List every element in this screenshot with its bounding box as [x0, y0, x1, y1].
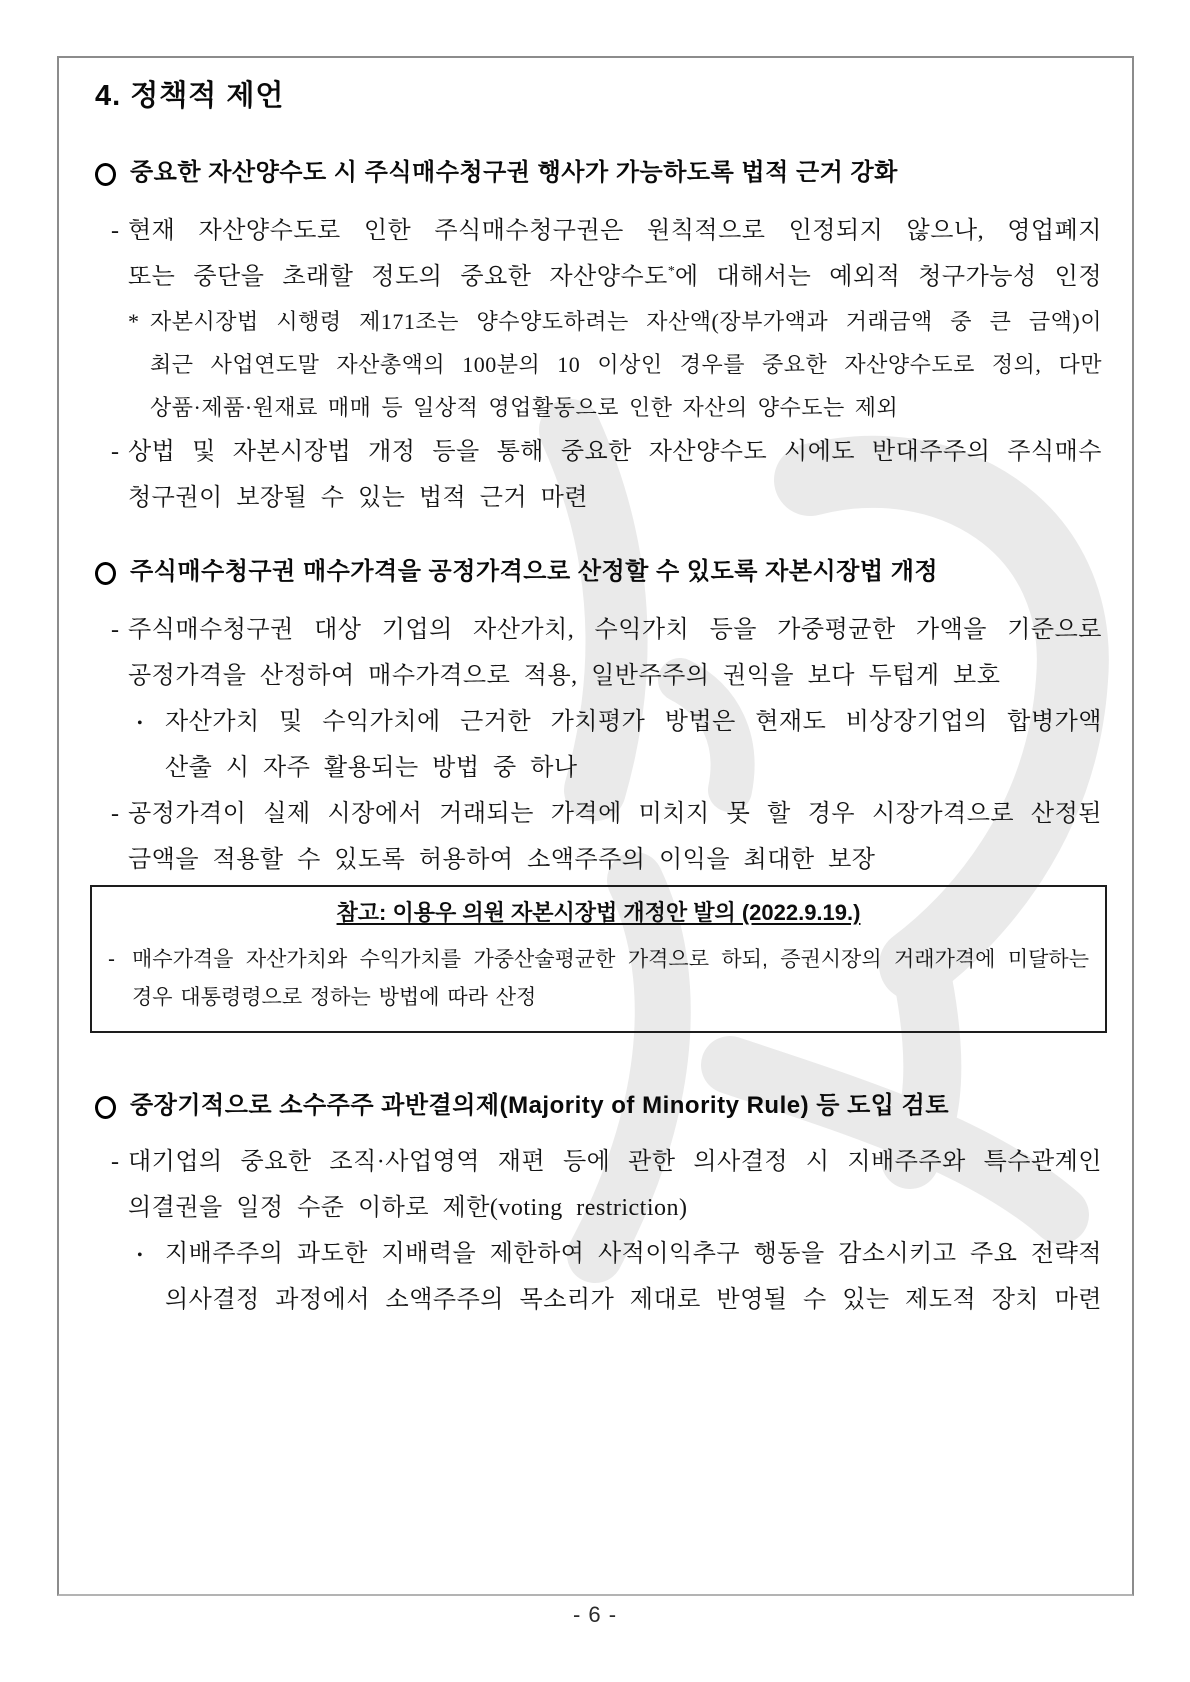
dot-bullet: •: [137, 715, 144, 732]
line-text: 주식매수청구권 대상 기업의 자산가치, 수익가치 등을 가중평균한 가액을 기준으로: [128, 617, 1102, 643]
line-text: 상품·제품·원재료 매매 등 일상적 영업활동으로 인한 자산의 양수도는 제외: [150, 395, 899, 420]
document-body: [95, 80, 1102, 1323]
footnote-star-icon: *: [667, 264, 675, 279]
section-1-heading-text: 중요한 자산양수도 시 주식매수청구권 행사가 가능하도록 법적 근거 강화: [130, 159, 898, 186]
line-text: 상법 및 자본시장법 개정 등을 통해 중요한 자산양수도 시에도 반대주주의 주식매수: [128, 439, 1102, 465]
dash-bullet: -: [111, 218, 120, 244]
line-text: 에 대해서는 예외적 청구가능성 인정: [674, 264, 1103, 290]
sub-list-item-line: [95, 1231, 1102, 1277]
footnote-line: [95, 343, 1102, 386]
line-text: 청구권이 보장될 수 있는 법적 근거 마련: [128, 485, 588, 511]
page-number: - 6 -: [572, 1602, 618, 1627]
line-text: 경우 대통령령으로 정하는 방법에 따라 산정: [132, 986, 537, 1009]
reference-box-line: [108, 941, 1089, 979]
list-item-line: [95, 791, 1102, 837]
circle-bullet-icon: [95, 562, 116, 585]
reference-box-title: 참고: 이용우 의원 자본시장법 개정안 발의 (2022.9.19.): [336, 900, 861, 925]
list-item-line: [95, 1139, 1102, 1185]
dash-bullet: -: [108, 948, 115, 971]
line-text: 최근 사업연도말 자산총액의 100분의 10 이상인 경우를 중요한 자산양수도로 정의, 다만: [150, 352, 1102, 377]
section-2-heading-text: 주식매수청구권 매수가격을 공정가격으로 산정할 수 있도록 자본시장법 개정: [130, 558, 939, 585]
line-text: 금액을 적용할 수 있도록 허용하여 소액주주의 이익을 최대한 보장: [128, 847, 876, 873]
section-3-heading-text: 중장기적으로 소수주주 과반결의제(Majority of Minority Rule) 등 도입 검토: [130, 1092, 950, 1119]
line-text: 또는 중단을 초래할 정도의 중요한 자산양수도: [128, 264, 668, 290]
line-text: 지배주주의 과도한 지배력을 제한하여 사적이익추구 행동을 감소시키고 주요 전략적: [165, 1241, 1102, 1267]
section-3-heading: [95, 1091, 1102, 1121]
section-1-heading: [95, 158, 1102, 188]
dot-bullet: •: [137, 1247, 144, 1264]
line-text: 자산가치 및 수익가치에 근거한 가치평가 방법은 현재도 비상장기업의 합병가액: [165, 709, 1102, 735]
reference-box: [90, 885, 1107, 1033]
list-item-line: [95, 254, 1102, 300]
list-item-line: [95, 607, 1102, 653]
list-item-line: [95, 429, 1102, 475]
page-title: 4. 정책적 제언: [95, 80, 285, 112]
list-item-line: [95, 208, 1102, 254]
reference-box-line: [108, 979, 1089, 1017]
sub-list-item-line: [95, 1277, 1102, 1323]
list-item-line: [95, 475, 1102, 521]
circle-bullet-icon: [95, 1096, 116, 1119]
line-text: 공정가격을 산정하여 매수가격으로 적용, 일반주주의 권익을 보다 두텁게 보호: [128, 663, 1001, 689]
sub-list-item-line: [95, 699, 1102, 745]
line-text: 산출 시 자주 활용되는 방법 중 하나: [165, 755, 578, 781]
footnote-line: [95, 300, 1102, 343]
circle-bullet-icon: [95, 163, 116, 186]
dash-bullet: -: [111, 617, 120, 643]
footnote-line: [95, 386, 1102, 429]
list-item-line: [95, 1185, 1102, 1231]
list-item-line: [95, 653, 1102, 699]
line-text: 자본시장법 시행령 제171조는 양수양도하려는 자산액(장부가액과 거래금액 중 큰 금액)이: [150, 309, 1102, 334]
line-text: 의결권을 일정 수준 이하로 제한(voting restriction): [128, 1195, 688, 1221]
sub-list-item-line: [95, 745, 1102, 791]
dash-bullet: -: [111, 439, 120, 465]
line-text: 매수가격을 자산가치와 수익가치를 가중산술평균한 가격으로 하되, 증권시장의 거래가격에 미달하는: [132, 948, 1089, 971]
line-text: 대기업의 중요한 조직·사업영역 재편 등에 관한 의사결정 시 지배주주와 특수관계인: [128, 1149, 1102, 1175]
line-text: 의사결정 과정에서 소액주주의 목소리가 제대로 반영될 수 있는 제도적 장치 마련: [165, 1287, 1102, 1313]
dash-bullet: -: [111, 1149, 120, 1175]
dash-bullet: -: [111, 801, 120, 827]
asterisk-bullet: *: [128, 309, 140, 334]
section-2-heading: [95, 557, 1102, 587]
list-item-line: [95, 837, 1102, 883]
line-text: 공정가격이 실제 시장에서 거래되는 가격에 미치지 못 할 경우 시장가격으로 산정된: [128, 801, 1102, 827]
line-text: 현재 자산양수도로 인한 주식매수청구권은 원칙적으로 인정되지 않으나, 영업폐지: [128, 218, 1102, 244]
